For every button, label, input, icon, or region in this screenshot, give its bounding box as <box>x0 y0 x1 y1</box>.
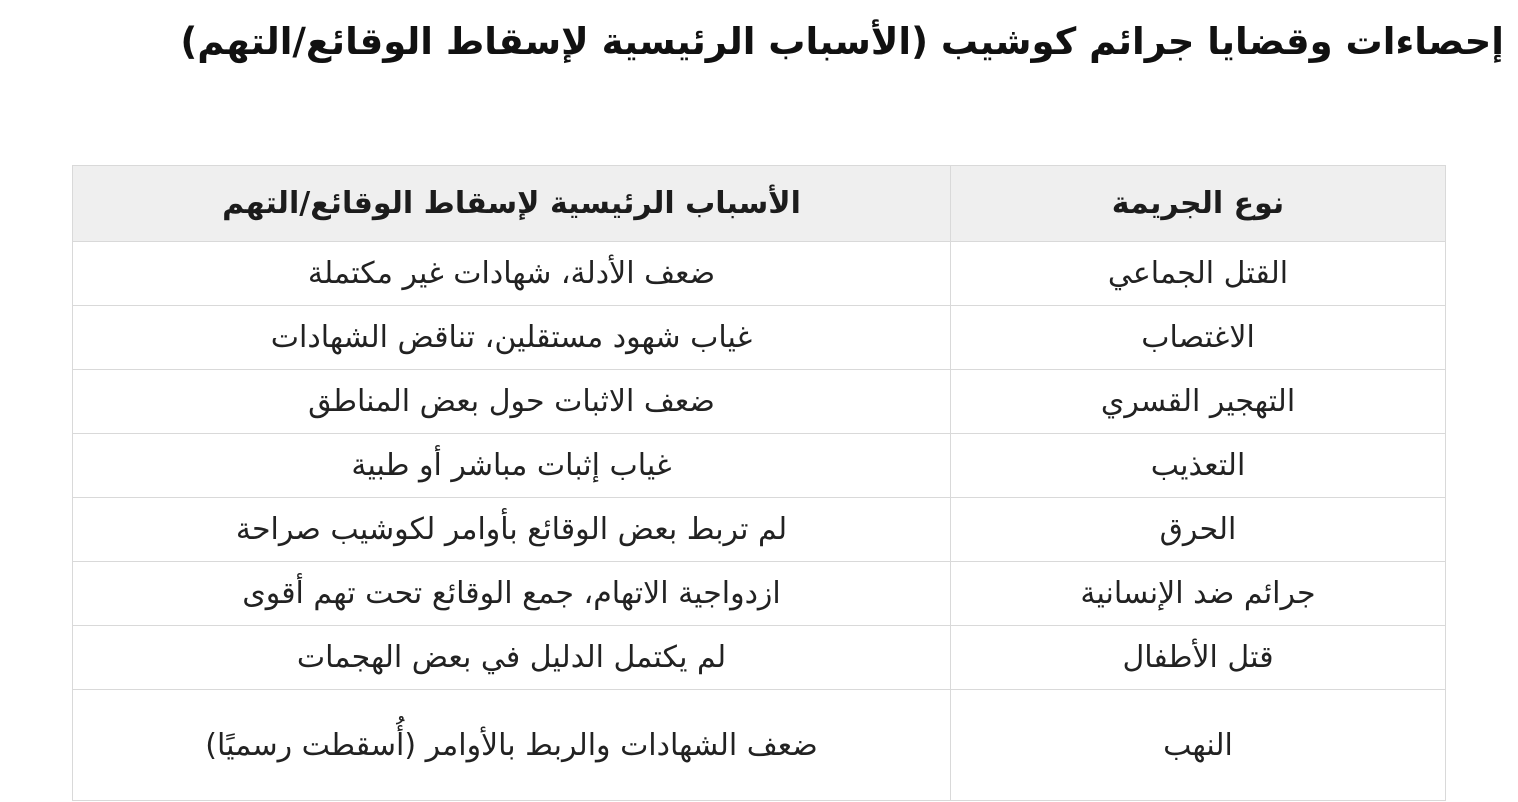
cell-reason: غياب شهود مستقلين، تناقض الشهادات <box>73 306 951 370</box>
cell-crime-type: القتل الجماعي <box>951 242 1446 306</box>
cell-crime-type: التهجير القسري <box>951 370 1446 434</box>
table-row <box>73 690 1446 801</box>
cell-reason: لم يكتمل الدليل في بعض الهجمات <box>73 626 951 690</box>
cell-crime-type: التعذيب <box>951 434 1446 498</box>
table-row <box>73 498 1446 562</box>
cell-crime-type: الحرق <box>951 498 1446 562</box>
cell-reason: ضعف الاثبات حول بعض المناطق <box>73 370 951 434</box>
cell-reason: ضعف الأدلة، شهادات غير مكتملة <box>73 242 951 306</box>
header-crime-type: نوع الجريمة <box>951 166 1446 242</box>
table-row <box>73 306 1446 370</box>
table-row <box>73 242 1446 306</box>
cell-reason: لم تربط بعض الوقائع بأوامر لكوشيب صراحة <box>73 498 951 562</box>
header-main-reasons: الأسباب الرئيسية لإسقاط الوقائع/التهم <box>73 166 951 242</box>
table-header-row <box>73 166 1446 242</box>
table-row <box>73 370 1446 434</box>
page-title: إحصاءات وقضايا جرائم كوشيب (الأسباب الرئيسية لإسقاط الوقائع/التهم) <box>180 20 1504 63</box>
cell-reason: ازدواجية الاتهام، جمع الوقائع تحت تهم أقوى <box>73 562 951 626</box>
cell-crime-type: النهب <box>951 690 1446 801</box>
cell-crime-type: جرائم ضد الإنسانية <box>951 562 1446 626</box>
cell-crime-type: قتل الأطفال <box>951 626 1446 690</box>
table-row <box>73 626 1446 690</box>
cell-reason: ضعف الشهادات والربط بالأوامر (أُسقطت رسميًا) <box>73 690 951 801</box>
cell-crime-type: الاغتصاب <box>951 306 1446 370</box>
cell-reason: غياب إثبات مباشر أو طبية <box>73 434 951 498</box>
crime-reasons-table <box>72 165 1446 801</box>
table-row <box>73 562 1446 626</box>
table-row <box>73 434 1446 498</box>
